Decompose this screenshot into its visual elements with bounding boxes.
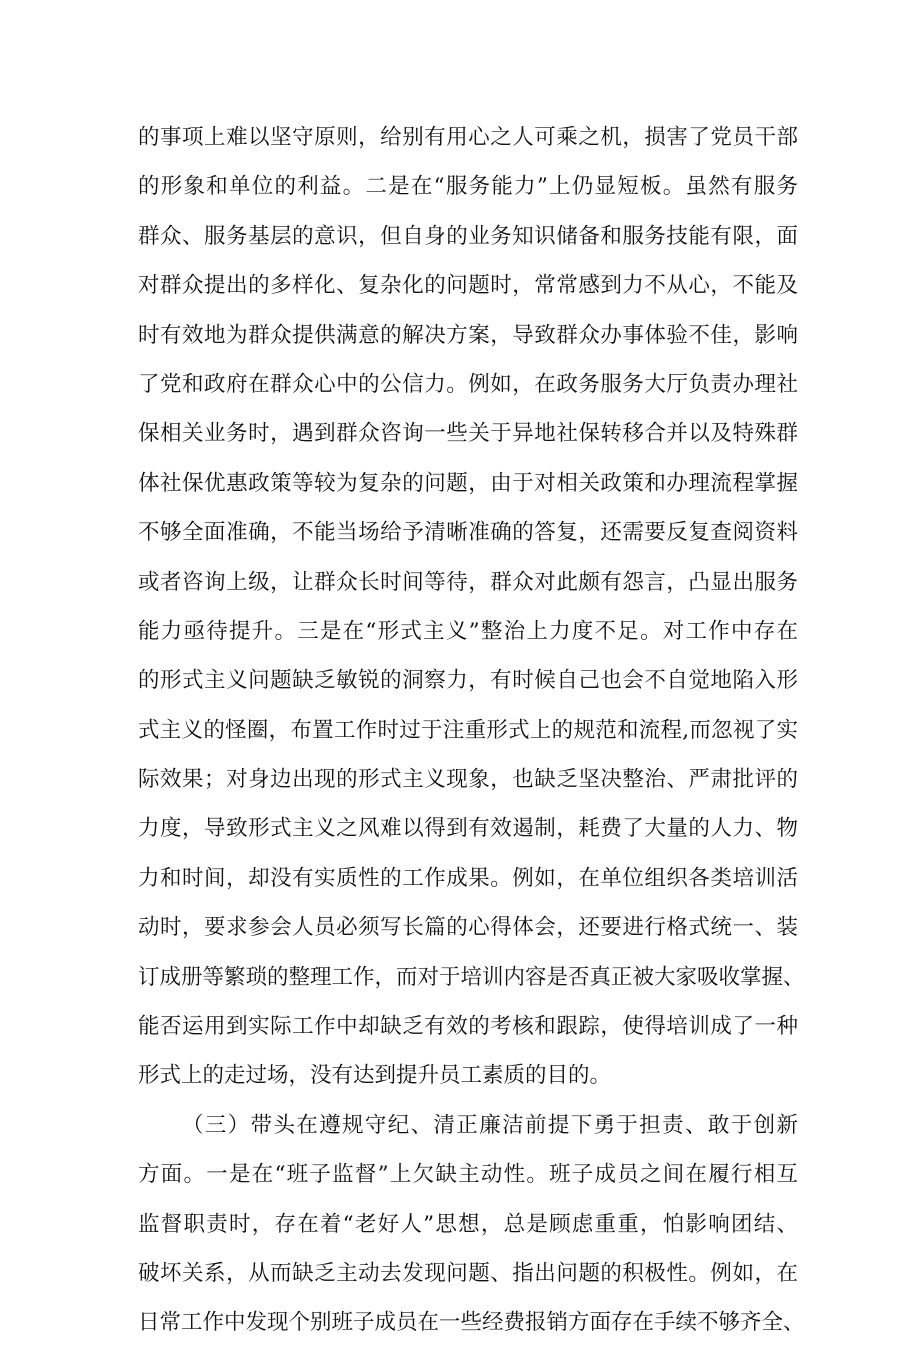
text-line: 的形象和单位的利益。二是在“服务能力”上仍显短板。虽然有服务 <box>138 174 798 200</box>
text-line: 力和时间，却没有实质性的工作成果。例如，在单位组织各类培训活 <box>138 865 798 891</box>
text-line: 日常工作中发现个别班子成员在一些经费报销方面存在手续不够齐全、 <box>138 1310 805 1336</box>
text-line: 能否运用到实际工作中却缺乏有效的考核和跟踪，使得培训成了一种 <box>138 1014 798 1040</box>
text-line: 对群众提出的多样化、复杂化的问题时，常常感到力不从心，不能及 <box>138 273 798 299</box>
body-text <box>138 113 805 1348</box>
text-line: 破坏关系，从而缺乏主动去发现问题、指出问题的积极性。例如，在 <box>138 1260 798 1286</box>
text-line: 的形式主义问题缺乏敏锐的洞察力，有时候自己也会不自觉地陷入形 <box>138 668 798 694</box>
text-line: 群众、服务基层的意识，但自身的业务知识储备和服务技能有限，面 <box>138 223 798 249</box>
text-line: 的事项上难以坚守原则，给别有用心之人可乘之机，损害了党员干部 <box>138 125 798 150</box>
text-line: 式主义的怪圈，布置工作时过于注重形式上的规范和流程,而忽视了实 <box>138 717 798 743</box>
text-line: 保相关业务时，遇到群众咨询一些关于异地社保转移合并以及特殊群 <box>138 421 798 447</box>
text-line: 方面。一是在“班子监督”上欠缺主动性。班子成员之间在履行相互 <box>138 1162 798 1188</box>
text-line: 际效果；对身边出现的形式主义现象，也缺乏坚决整治、严肃批评的 <box>138 767 798 793</box>
text-line: 监督职责时，存在着“老好人”思想，总是顾虑重重，怕影响团结、 <box>138 1211 798 1237</box>
text-line: 体社保优惠政策等较为复杂的问题，由于对相关政策和办理流程掌握 <box>138 470 798 496</box>
text-line: 时有效地为群众提供满意的解决方案，导致群众办事体验不佳，影响 <box>138 322 798 348</box>
text-line: 形式上的走过场，没有达到提升员工素质的目的。 <box>138 1063 612 1089</box>
section-heading-line: （三）带头在遵规守纪、清正廉洁前提下勇于担责、敢于创新 <box>182 1112 798 1138</box>
text-line: 不够全面准确，不能当场给予清晰准确的答复，还需要反复查阅资料 <box>138 520 798 546</box>
text-line: 动时，要求参会人员必须写长篇的心得体会，还要进行格式统一、装 <box>138 915 798 941</box>
paragraph-1 <box>138 113 805 1101</box>
paragraph-2 <box>138 1101 805 1348</box>
text-line: 能力亟待提升。三是在“形式主义”整治上力度不足。对工作中存在 <box>138 618 798 644</box>
text-line: 力度，导致形式主义之风难以得到有效遏制，耗费了大量的人力、物 <box>138 816 798 842</box>
text-line: 或者咨询上级，让群众长时间等待，群众对此颇有怨言，凸显出服务 <box>138 569 798 595</box>
text-line: 订成册等繁琐的整理工作，而对于培训内容是否真正被大家吸收掌握、 <box>138 964 805 990</box>
text-line: 了党和政府在群众心中的公信力。例如，在政务服务大厅负责办理社 <box>138 371 798 397</box>
